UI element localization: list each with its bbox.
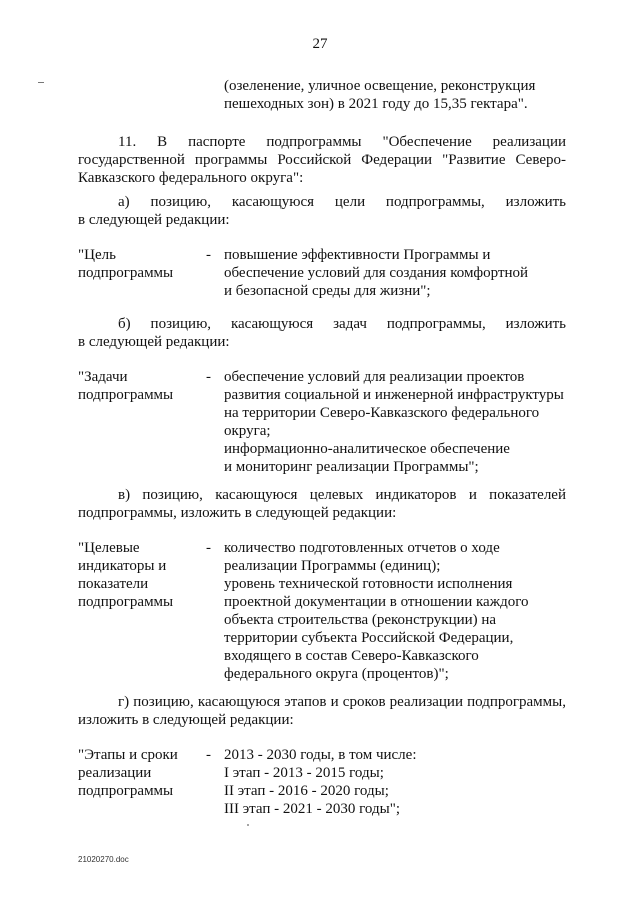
intro-line-2: пешеходных зон) в 2021 году до 15,35 гектара". (224, 96, 528, 112)
tasks-label: "Задачи подпрограммы (78, 369, 174, 403)
item-11-line-3: Кавказского федерального округа": (78, 170, 304, 186)
indicators-label: "Целевые индикаторы и показатели подпрограммы (78, 540, 174, 610)
sub-b-line-2: в следующей редакции: (78, 334, 230, 350)
indicators-value: количество подготовленных отчетов о ходе реализации Программы (единиц); уровень технической готовности исполнения проектной документации в отношении каждого объекта строительства (реконструкции) на территории субъекта Российской Федерации, входящего в состав Северо-Кавказского федерального округа (процентов)"; (224, 540, 529, 682)
sub-a-line-1: а) позицию, касающуюся цели подпрограммы, изложить (118, 194, 566, 210)
scan-speck (247, 824, 249, 826)
page-number: 27 (312, 36, 328, 52)
stages-label: "Этапы и сроки реализации подпрограммы (78, 747, 178, 799)
sub-a-line-2: в следующей редакции: (78, 212, 230, 228)
item-11-line-2: государственной программы Российской Федерации "Развитие Северо- (78, 152, 566, 168)
tasks-value: обеспечение условий для реализации проектов развития социальной и инженерной инфраструктуры на территории Северо-Кавказского федерального округа; информационно-аналитическое обеспечение и мониторинг реализации Программы"; (224, 369, 564, 475)
goal-label: "Цель подпрограммы (78, 247, 174, 281)
stages-value: 2013 - 2030 годы, в том числе: I этап - 2013 - 2015 годы; II этап - 2016 - 2020 годы; III этап - 2021 - 2030 годы"; (224, 747, 417, 817)
intro-line-1: (озеленение, уличное освещение, реконструкция (224, 78, 536, 94)
item-11-line-1: 11. В паспорте подпрограммы "Обеспечение реализации (118, 134, 566, 150)
tasks-dash: - (206, 369, 211, 385)
stages-dash: - (206, 747, 211, 763)
sub-g-line-1: г) позицию, касающуюся этапов и сроков реализации подпрограммы, (118, 694, 566, 710)
goal-dash: - (206, 247, 211, 263)
sub-b-line-1: б) позицию, касающуюся задач подпрограммы, изложить (118, 316, 566, 332)
sub-g-line-2: изложить в следующей редакции: (78, 712, 294, 728)
goal-value: повышение эффективности Программы и обеспечение условий для создания комфортной и безопасной среды для жизни"; (224, 247, 529, 299)
document-footer: 21020270.doc (78, 855, 129, 864)
sub-v-line-1: в) позицию, касающуюся целевых индикаторов и показателей (118, 487, 566, 503)
indicators-dash: - (206, 540, 211, 556)
margin-mark (38, 82, 44, 83)
sub-v-line-2: подпрограммы, изложить в следующей редакции: (78, 505, 397, 521)
